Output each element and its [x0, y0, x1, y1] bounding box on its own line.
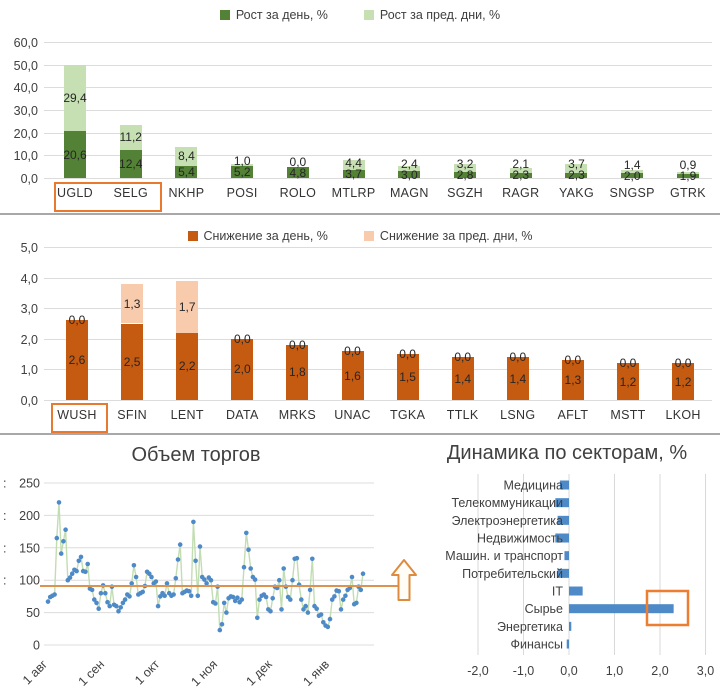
- bar-value-label: 0,0: [674, 356, 692, 371]
- x-tick-label: 1 дек: [243, 657, 275, 689]
- gridline: [44, 369, 712, 370]
- data-point: [77, 559, 82, 564]
- data-point: [288, 597, 293, 602]
- gridline: [44, 400, 712, 401]
- sector-label: Телекоммуникации: [451, 496, 563, 511]
- data-point: [277, 578, 282, 583]
- sector-label: Медицина: [503, 478, 563, 493]
- y-tick-label: 4,0: [20, 271, 38, 286]
- volume-y-axis: [3, 477, 40, 653]
- data-point: [332, 594, 337, 599]
- data-point: [52, 592, 57, 597]
- bar-value-label: 1,2: [619, 374, 637, 389]
- y-tick-label: 50,0: [13, 58, 38, 73]
- x-tick-label: -1,0: [512, 664, 535, 678]
- data-point: [140, 590, 145, 595]
- data-point: [123, 597, 128, 602]
- sector-bar: [569, 622, 571, 631]
- x-tick-label: 1 окт: [132, 657, 163, 688]
- y-tick-label: 2,0: [20, 332, 38, 347]
- data-point: [248, 566, 253, 571]
- bar-value-label: 1,8: [289, 365, 306, 380]
- bar-value-label: 0,0: [509, 350, 527, 365]
- legend-label: Рост за пред. дни, %: [379, 8, 501, 22]
- category-label: WUSH: [57, 408, 97, 422]
- data-point: [264, 595, 269, 600]
- bar-value-label: 2,0: [233, 362, 251, 377]
- category-label: DATA: [225, 408, 259, 422]
- data-point: [174, 576, 179, 581]
- volume-x-axis: [20, 657, 332, 689]
- data-point: [99, 591, 104, 596]
- y-tick-label: 40,0: [13, 81, 38, 96]
- data-point: [94, 601, 99, 606]
- x-tick-label: 1 авг: [20, 657, 51, 688]
- x-tick-label: 1 ноя: [188, 657, 221, 690]
- volume-chart-title: Объем торгов: [131, 444, 261, 466]
- bar-value-label: 5,2: [233, 165, 251, 180]
- sector-bar: [569, 587, 583, 596]
- bar-value-label: 2,6: [68, 353, 86, 368]
- legend-item: [364, 229, 533, 243]
- data-point: [350, 575, 355, 580]
- category-label: TGKA: [389, 408, 426, 422]
- category-label: UNAC: [334, 408, 371, 422]
- sector-x-axis: [467, 664, 714, 678]
- sector-bar: [564, 551, 569, 560]
- category-label: MSTT: [610, 408, 646, 422]
- data-point: [96, 606, 101, 611]
- x-tick-label: 1 янв: [300, 657, 333, 689]
- gridline: [44, 308, 712, 309]
- bar-value-label: 2,3: [512, 168, 530, 183]
- data-point: [68, 575, 73, 580]
- y-tick-label: 150: [19, 541, 40, 556]
- panel-divider: [0, 213, 720, 215]
- sector-label: Потребительский: [462, 566, 563, 581]
- gridline: [44, 87, 712, 88]
- data-point: [328, 617, 333, 622]
- y-tick-label: 60,0: [13, 36, 38, 50]
- x-tick-label: 2,0: [651, 664, 669, 678]
- y-tick-label: 50: [26, 606, 40, 621]
- data-point: [63, 527, 68, 532]
- y-tick-label: 0,0: [20, 172, 38, 186]
- data-point: [303, 604, 308, 609]
- data-point: [343, 594, 348, 599]
- bar-value-label: 1,3: [123, 296, 141, 311]
- bar-value-label: 1,2: [674, 374, 692, 389]
- data-point: [196, 594, 201, 599]
- bar-value-label: 1,3: [564, 373, 582, 388]
- data-point: [105, 600, 110, 605]
- bar-value-label: 3,2: [456, 156, 474, 171]
- bar-value-label: 0,0: [564, 353, 582, 368]
- x-tick-label: 0,0: [560, 664, 578, 678]
- gridline: [44, 133, 712, 134]
- category-label: RAGR: [502, 186, 540, 200]
- y-tick-label: 250: [19, 476, 40, 491]
- sector-chart: [380, 435, 720, 697]
- data-point: [176, 557, 181, 562]
- sector-chart-title: Динамика по секторам, %: [446, 442, 688, 464]
- category-label: AFLT: [557, 408, 589, 422]
- bar-value-label: 2,0: [623, 168, 641, 183]
- data-point: [90, 588, 95, 593]
- category-label: MAGN: [389, 186, 429, 200]
- data-point: [326, 625, 331, 630]
- data-point: [118, 605, 123, 610]
- data-point: [178, 542, 183, 547]
- category-label: SFIN: [117, 408, 147, 422]
- bar-value-label: 2,4: [400, 156, 418, 171]
- data-point: [134, 575, 139, 580]
- bar-value-label: 20,6: [63, 147, 87, 162]
- legend-swatch-icon: [364, 10, 374, 20]
- category-label: GTRK: [669, 186, 706, 200]
- bar-value-label: 1,4: [509, 371, 527, 386]
- gridline: [44, 42, 712, 43]
- gridline: [44, 178, 712, 179]
- data-point: [46, 599, 51, 604]
- series-line: [48, 502, 363, 630]
- data-point: [268, 609, 273, 614]
- highlight-box: [54, 182, 162, 212]
- data-point: [253, 577, 258, 582]
- sector-label: Электроэнергетика: [451, 513, 563, 528]
- y-tick-label: 200: [19, 508, 40, 523]
- data-point: [299, 597, 304, 602]
- data-point: [149, 575, 154, 580]
- bar-value-label: 2,5: [123, 354, 141, 369]
- x-tick-label: -2,0: [467, 664, 489, 678]
- data-point: [295, 556, 300, 561]
- gridline: [44, 110, 712, 111]
- bar-value-label: 0,0: [344, 344, 361, 359]
- data-point: [85, 562, 90, 567]
- bar-value-label: 1,5: [399, 370, 416, 385]
- bar-value-label: 29,4: [63, 90, 87, 105]
- bar-value-label: 1,9: [679, 168, 697, 183]
- data-point: [70, 571, 75, 576]
- y-tick-label: 3,0: [20, 302, 38, 317]
- category-label: TTLK: [446, 408, 479, 422]
- category-label: ROLO: [279, 186, 317, 200]
- data-point: [198, 544, 203, 549]
- sector-category-labels: [445, 479, 563, 652]
- data-point: [310, 557, 315, 562]
- data-point: [79, 555, 84, 560]
- data-point: [191, 520, 196, 525]
- bar-value-label: 11,2: [119, 130, 142, 145]
- legend-label: Снижение за день, %: [203, 229, 328, 243]
- gridline: [44, 65, 712, 66]
- y-tick-prefix: :: [3, 476, 7, 491]
- data-point: [246, 547, 251, 552]
- legend-swatch-icon: [220, 10, 230, 20]
- data-point: [339, 607, 344, 612]
- bar-value-label: 1,4: [623, 157, 641, 172]
- category-label: POSI: [226, 186, 258, 200]
- bar-value-label: 0,0: [233, 331, 251, 346]
- bar-value-label: 3,0: [400, 167, 418, 182]
- legend-swatch-icon: [364, 231, 374, 241]
- category-label: MTLRP: [331, 186, 376, 200]
- x-tick-label: 1,0: [605, 664, 624, 678]
- bar-value-label: 2,1: [512, 157, 530, 172]
- data-point: [162, 594, 167, 599]
- data-point: [224, 610, 229, 615]
- data-point: [279, 607, 284, 612]
- category-label: SGZH: [447, 186, 483, 200]
- y-tick-label: 1,0: [20, 363, 38, 378]
- y-tick-label: 30,0: [13, 104, 38, 118]
- sector-bar: [567, 640, 569, 649]
- legend-item: [188, 229, 328, 243]
- bar-value-label: 0,0: [289, 154, 307, 169]
- data-point: [213, 601, 218, 606]
- category-label: UGLD: [57, 186, 93, 200]
- data-point: [127, 594, 132, 599]
- y-tick-prefix: :: [3, 508, 7, 523]
- y-tick-prefix: :: [3, 573, 7, 588]
- data-point: [55, 536, 60, 541]
- data-point: [74, 569, 79, 574]
- sector-label: Энергетика: [496, 619, 563, 634]
- bar-value-label: 1,6: [344, 368, 361, 383]
- sector-label: Недвижимость: [477, 531, 563, 546]
- data-point: [189, 594, 194, 599]
- bar-value-label: 4,8: [289, 165, 307, 180]
- data-point: [244, 531, 249, 536]
- data-point: [218, 628, 223, 633]
- category-label: LSNG: [500, 408, 536, 422]
- sector-label: Машин. и транспорт: [445, 549, 563, 564]
- data-point: [308, 588, 313, 593]
- category-label: LENT: [170, 408, 204, 422]
- legend-item: [220, 8, 328, 22]
- x-tick-label: 3,0: [696, 664, 715, 678]
- bar-value-label: 0,0: [619, 356, 637, 371]
- y-tick-label: 100: [19, 573, 40, 588]
- data-point: [193, 559, 198, 564]
- bar-value-label: 3,7: [568, 157, 585, 172]
- data-point: [281, 566, 286, 571]
- data-point: [220, 622, 225, 627]
- bar-value-label: 2,3: [568, 168, 585, 183]
- data-point: [231, 595, 236, 600]
- data-point: [59, 551, 64, 556]
- data-point: [187, 589, 192, 594]
- data-point: [235, 595, 240, 600]
- sector-label: Финансы: [510, 637, 563, 652]
- highlight-box: [51, 403, 108, 433]
- data-point: [209, 578, 214, 583]
- volume-reference-line: [40, 585, 410, 587]
- data-point: [240, 597, 245, 602]
- sector-label: IT: [551, 584, 563, 599]
- gridline: [44, 247, 712, 248]
- data-point: [154, 579, 159, 584]
- data-point: [83, 570, 88, 575]
- category-label: MRKS: [278, 408, 317, 422]
- legend-item: [364, 8, 500, 22]
- y-tick-label: 0: [33, 638, 40, 653]
- data-point: [361, 571, 366, 576]
- y-tick-label: 20,0: [13, 126, 38, 141]
- data-point: [319, 612, 324, 617]
- data-point: [114, 604, 119, 609]
- data-point: [116, 609, 121, 614]
- data-point: [57, 500, 62, 505]
- category-label: LKOH: [665, 408, 701, 422]
- volume-chart: [0, 435, 380, 697]
- y-tick-label: 10,0: [13, 149, 38, 164]
- sector-label: Сырье: [524, 602, 563, 617]
- growth-chart-legend: [0, 8, 720, 22]
- bar-value-label: 4,4: [345, 155, 362, 170]
- gridline: [44, 155, 712, 156]
- bar-value-label: 0,9: [679, 157, 697, 172]
- bar-value-label: 3,7: [345, 166, 362, 181]
- bar-value-label: 0,0: [454, 350, 472, 365]
- category-label: SNGSP: [609, 186, 655, 200]
- decline-chart-legend: [0, 229, 720, 243]
- bar-value-label: 0,0: [289, 337, 306, 352]
- data-point: [107, 604, 112, 609]
- legend-label: Снижение за пред. дни, %: [379, 229, 533, 243]
- legend-label: Рост за день, %: [235, 8, 328, 22]
- data-point: [132, 563, 137, 568]
- data-point: [354, 601, 359, 606]
- bar-value-label: 12,4: [119, 156, 143, 171]
- sector-bar: [569, 604, 674, 613]
- category-label: SELG: [113, 186, 148, 200]
- bar-value-label: 0,0: [68, 313, 86, 328]
- bar-value-label: 2,8: [456, 167, 474, 182]
- data-point: [314, 606, 319, 611]
- bar-value-label: 0,0: [399, 347, 416, 362]
- data-point: [156, 604, 161, 609]
- data-point: [61, 539, 66, 544]
- bar-value-label: 1,7: [178, 299, 196, 314]
- data-point: [359, 588, 364, 593]
- data-point: [171, 592, 176, 597]
- gridline: [44, 339, 712, 340]
- bar-value-label: 5,4: [178, 164, 195, 179]
- bar-value-label: 2,2: [178, 359, 196, 374]
- data-point: [103, 591, 108, 596]
- y-tick-prefix: :: [3, 541, 7, 556]
- bar-value-label: 1,4: [454, 371, 472, 386]
- category-label: NKHP: [168, 186, 205, 200]
- x-tick-label: 1 сен: [75, 657, 108, 689]
- data-point: [337, 589, 342, 594]
- data-point: [222, 601, 227, 606]
- data-point: [290, 578, 295, 583]
- category-label: YAKG: [558, 186, 594, 200]
- data-point: [306, 610, 311, 615]
- y-tick-label: 5,0: [20, 241, 38, 255]
- legend-swatch-icon: [188, 231, 198, 241]
- bar-value-label: 8,4: [178, 149, 195, 164]
- bar-value-label: 1,0: [233, 154, 251, 169]
- gridline: [44, 278, 712, 279]
- data-point: [255, 616, 260, 621]
- data-point: [270, 596, 275, 601]
- y-tick-label: 0,0: [20, 394, 38, 408]
- data-point: [242, 565, 247, 570]
